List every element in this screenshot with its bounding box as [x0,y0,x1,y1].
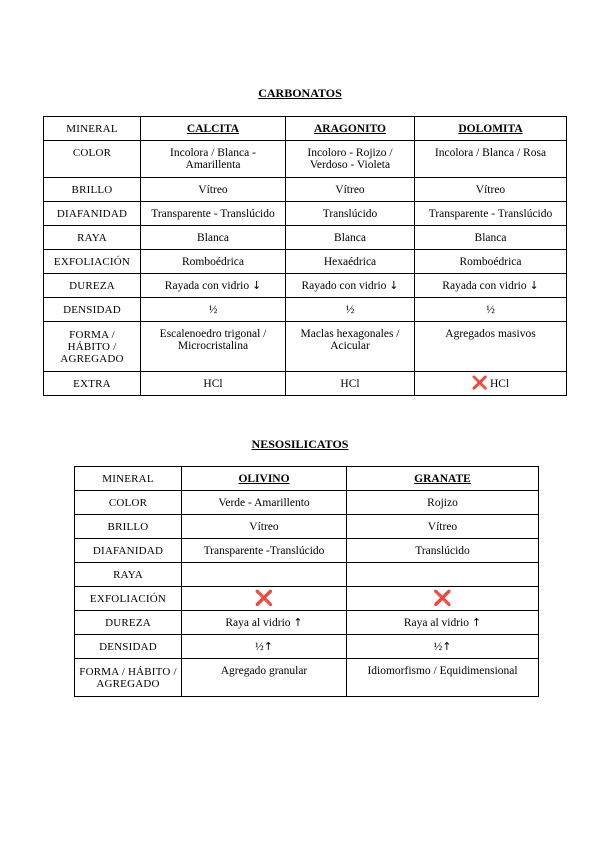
table-cell: Blanca [415,226,567,250]
table-cell: Incolora / Blanca / Rosa [415,141,567,178]
row-label: DIAFANIDAD [75,539,182,563]
header-granate: GRANATE [347,467,539,491]
table-cell [182,587,347,611]
row-label: COLOR [44,141,141,178]
cell-text: Rayada con vidrio [164,279,250,292]
row-label: EXFOLIACIÓN [44,250,141,274]
table-cell [182,635,347,659]
table-row [44,250,567,274]
table-row [44,322,567,372]
arrow-up-icon: ↑ [293,615,303,629]
header-mineral: MINERAL [75,467,182,491]
carbonatos-title: CARBONATOS [258,86,342,100]
table-row [44,178,567,202]
table-cell: Vítreo [286,178,415,202]
row-label: DENSIDAD [44,298,141,322]
cell-text: ½ [433,640,443,653]
table-cell [347,587,539,611]
cell-text: Raya al vidrio [403,616,470,629]
table-cell: Vítreo [182,515,347,539]
arrow-up-icon: ↑ [442,639,452,653]
table-row [75,659,539,697]
table-cell: Rojizo [347,491,539,515]
table-cell: Translúcido [286,202,415,226]
row-label: EXFOLIACIÓN [75,587,182,611]
cell-text: ½ [255,640,264,653]
table-cell: Blanca [141,226,286,250]
table-header-row [44,117,567,141]
table-cell: Escalenoedro trigonal / Microcristalina [141,322,286,372]
table-cell [182,563,347,587]
table-cell: ½ [415,298,567,322]
row-label: FORMA / HÁBITO / AGREGADO [44,322,141,372]
table-cell: Vítreo [415,178,567,202]
table-cell: Agregado granular [182,659,347,697]
row-label: DUREZA [44,274,141,298]
nesosilicatos-title: NESOSILICATOS [251,437,349,451]
table-cell [182,611,347,635]
table-cell: Incolora / Blanca - Amarillenta [141,141,286,178]
table-cell: Verde - Amarillento [182,491,347,515]
table-cell: Agregados masivos [415,322,567,372]
cell-text: HCl [490,377,510,390]
table-cell [347,635,539,659]
arrow-down-icon: ↓ [529,278,539,292]
table-row [75,587,539,611]
row-label: RAYA [75,563,182,587]
row-label: RAYA [44,226,141,250]
table-cell [141,274,286,298]
header-mineral: MINERAL [44,117,141,141]
table-cell: Vítreo [141,178,286,202]
table-row [75,539,539,563]
row-label: COLOR [75,491,182,515]
table-cell [415,372,567,396]
cell-text: Raya al vidrio [225,616,291,629]
header-dolomita: DOLOMITA [415,117,567,141]
cross-mark-icon: ❌ [433,588,452,607]
row-label: DUREZA [75,611,182,635]
table-cell: Transparente - Translúcido [415,202,567,226]
arrow-down-icon: ↓ [389,278,399,292]
cell-text: Rayado con vidrio [301,279,387,292]
table-header-row [75,467,539,491]
cross-mark-icon: ❌ [471,375,488,391]
table-row [75,515,539,539]
table-row [75,563,539,587]
arrow-down-icon: ↓ [251,278,262,292]
table-cell: Romboédrica [141,250,286,274]
header-calcita: CALCITA [141,117,286,141]
table-cell [415,274,567,298]
arrow-up-icon: ↑ [471,615,482,629]
table-row [44,298,567,322]
row-label: EXTRA [44,372,141,396]
header-olivino: OLIVINO [182,467,347,491]
table-cell: Maclas hexagonales / Acicular [286,322,415,372]
header-aragonito: ARAGONITO [286,117,415,141]
table-cell: Vítreo [347,515,539,539]
table-cell: ½ [141,298,286,322]
table-row [75,491,539,515]
table-cell: Incoloro - Rojizo / Verdoso - Violeta [286,141,415,178]
cell-text: Rayada con vidrio [442,279,527,292]
row-label: BRILLO [75,515,182,539]
table-cell: Blanca [286,226,415,250]
cross-mark-icon: ❌ [254,588,274,607]
row-label: DENSIDAD [75,635,182,659]
arrow-up-icon: ↑ [263,639,273,653]
table-cell: Transparente - Translúcido [141,202,286,226]
table-row [44,141,567,178]
nesosilicatos-table [74,466,539,697]
table-cell: ½ [286,298,415,322]
row-label: BRILLO [44,178,141,202]
table-cell: Transparente -Translúcido [182,539,347,563]
table-row [44,372,567,396]
row-label: DIAFANIDAD [44,202,141,226]
table-cell [286,274,415,298]
table-row [75,611,539,635]
table-cell: Romboédrica [415,250,567,274]
table-row [44,274,567,298]
table-cell: HCl [286,372,415,396]
table-cell: Translúcido [347,539,539,563]
table-cell: HCl [141,372,286,396]
table-cell [347,611,539,635]
table-row [44,226,567,250]
table-cell: Hexaédrica [286,250,415,274]
table-row [44,202,567,226]
carbonatos-table [43,116,567,396]
row-label: FORMA / HÁBITO / AGREGADO [75,659,182,697]
table-cell: Idiomorfismo / Equidimensional [347,659,539,697]
table-cell [347,563,539,587]
table-row [75,635,539,659]
